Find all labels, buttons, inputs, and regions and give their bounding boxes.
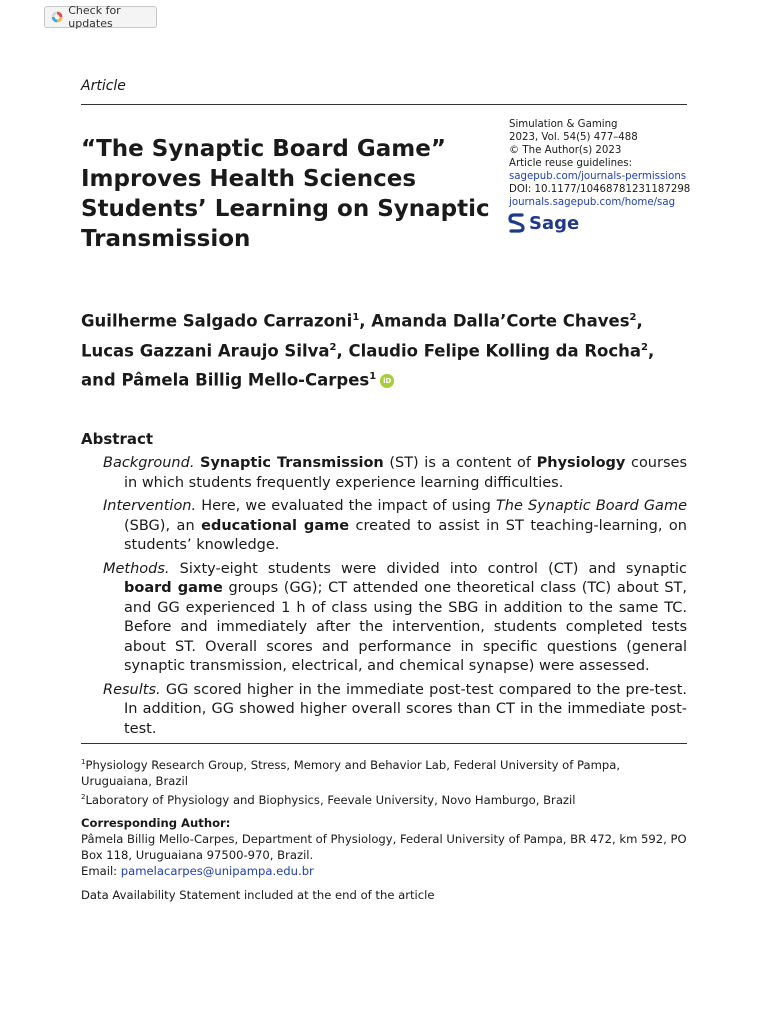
text: (SBG), an <box>124 517 202 534</box>
corresponding-author <box>81 815 687 879</box>
journal-issue: 2023, Vol. 54(5) 477–488 <box>509 132 638 143</box>
sage-s-icon <box>508 212 525 234</box>
crossmark-icon <box>51 10 63 24</box>
affiliation-marker: 2 <box>629 312 637 323</box>
sage-name: Sage <box>529 212 580 234</box>
affiliations <box>81 754 687 808</box>
affiliation-marker: 1 <box>352 312 360 323</box>
check-for-updates-label: Check for updates <box>68 4 121 30</box>
header-rule <box>81 104 687 105</box>
text: groups (GG); CT attended one theoretical class (TC) about ST, and GG experienced 1 h of class using the SBG in addition to the same TC. Before and immediately after the intervention, students completed tests about ST. Overall scores and performance in specific questions (general synaptic transmission, electrical, and chemical synapse) were assessed. <box>124 580 687 674</box>
affiliation-marker: 2 <box>329 341 337 353</box>
abstract-methods <box>103 560 687 677</box>
affiliation-2 <box>81 789 687 808</box>
affiliation-marker: 2 <box>641 341 649 353</box>
affiliation-number: 1 <box>81 758 86 766</box>
author-name: Pâmela Billig Mello-Carpes <box>121 370 370 390</box>
section-label: Background. <box>103 455 195 471</box>
keyword: educational game <box>201 517 350 534</box>
game-title: The Synaptic Board Game <box>495 498 687 514</box>
email-link[interactable]: pamelacarpes@unipampa.edu.br <box>120 864 314 878</box>
author-conjunction: and <box>81 370 116 390</box>
keyword: board game <box>124 580 223 596</box>
abstract-body <box>103 454 687 743</box>
affiliation-1 <box>81 754 687 789</box>
journal-name: Simulation & Gaming <box>509 119 618 130</box>
author-name: Amanda Dalla’Corte Chaves <box>371 311 630 331</box>
journal-meta <box>509 118 694 209</box>
orcid-icon[interactable]: iD <box>380 374 394 388</box>
keyword: Synaptic Transmission <box>200 455 384 471</box>
footnote-rule <box>81 743 687 744</box>
text: courses in which students frequently experience learning difficulties. <box>124 455 687 491</box>
abstract-background <box>103 454 687 493</box>
doi: DOI: 10.1177/10468781231187298 <box>509 184 691 195</box>
author-name: Claudio Felipe Kolling da Rocha <box>348 341 642 360</box>
text: (ST) is a content of <box>383 455 537 471</box>
affiliation-text: Physiology Research Group, Stress, Memory and Behavior Lab, Federal University of Pampa, Uruguaiana, Brazil <box>81 757 621 788</box>
journal-home-link[interactable]: journals.sagepub.com/home/sag <box>509 197 676 208</box>
section-label: Results. <box>103 681 161 698</box>
author-list: Guilherme Salgado Carrazoni$^1$, Amanda Dalla’Corte Chaves$^2$, Lucas Gazzani Araujo Silva$^2$, Claudio Felipe Kolling da Rocha$^2$, and Pâmela Billig Mello-Carpes$^1$ iD <box>81 311 655 390</box>
author-name: Guilherme Salgado Carrazoni <box>81 311 353 331</box>
permissions-link[interactable]: sagepub.com/journals-permissions <box>509 171 687 182</box>
abstract-intervention <box>103 497 687 556</box>
author-name: Lucas Gazzani Araujo Silva <box>81 341 330 360</box>
section-label: Intervention. <box>103 498 197 514</box>
text: Sixty-eight students were divided into control (CT) and synaptic <box>169 560 687 577</box>
text: created to assist in ST teaching-learning, on students’ knowledge. <box>124 517 687 553</box>
abstract-results <box>103 681 687 740</box>
email-label: Email: <box>81 864 121 878</box>
affiliation-number: 2 <box>81 792 86 801</box>
text: GG scored higher in the immediate post-test compared to the pre-test. In addition, GG showed higher overall scores than CT in the immediate post-test. <box>124 681 687 737</box>
data-availability-statement: Data Availability Statement included at the end of the article <box>81 888 435 902</box>
corresponding-email-line <box>81 863 687 879</box>
text: Here, we evaluated the impact of using <box>196 498 496 514</box>
reuse-label: Article reuse guidelines: <box>509 158 633 169</box>
section-label: Methods. <box>103 560 170 577</box>
corresponding-address: Pâmela Billig Mello-Carpes, Department of Physiology, Federal University of Pampa, BR 472, km 592, PO Box 118, Uruguaiana 97500-970, Brazil. <box>81 832 687 862</box>
copyright: © The Author(s) 2023 <box>509 145 622 156</box>
affiliation-marker: 1 <box>369 371 377 382</box>
abstract-heading: Abstract <box>81 430 154 448</box>
article-type: Article <box>81 78 126 94</box>
affiliation-text: Laboratory of Physiology and Biophysics, Feevale University, Novo Hamburgo, Brazil <box>85 792 576 807</box>
keyword: Physiology <box>536 455 626 471</box>
check-for-updates-button[interactable] <box>44 6 157 28</box>
paper-title: “The Synaptic Board Game” Improves Health Sciences Students’ Learning on Synaptic Transmission <box>81 136 490 252</box>
corresponding-heading: Corresponding Author: <box>81 816 231 830</box>
sage-logo <box>508 212 579 234</box>
